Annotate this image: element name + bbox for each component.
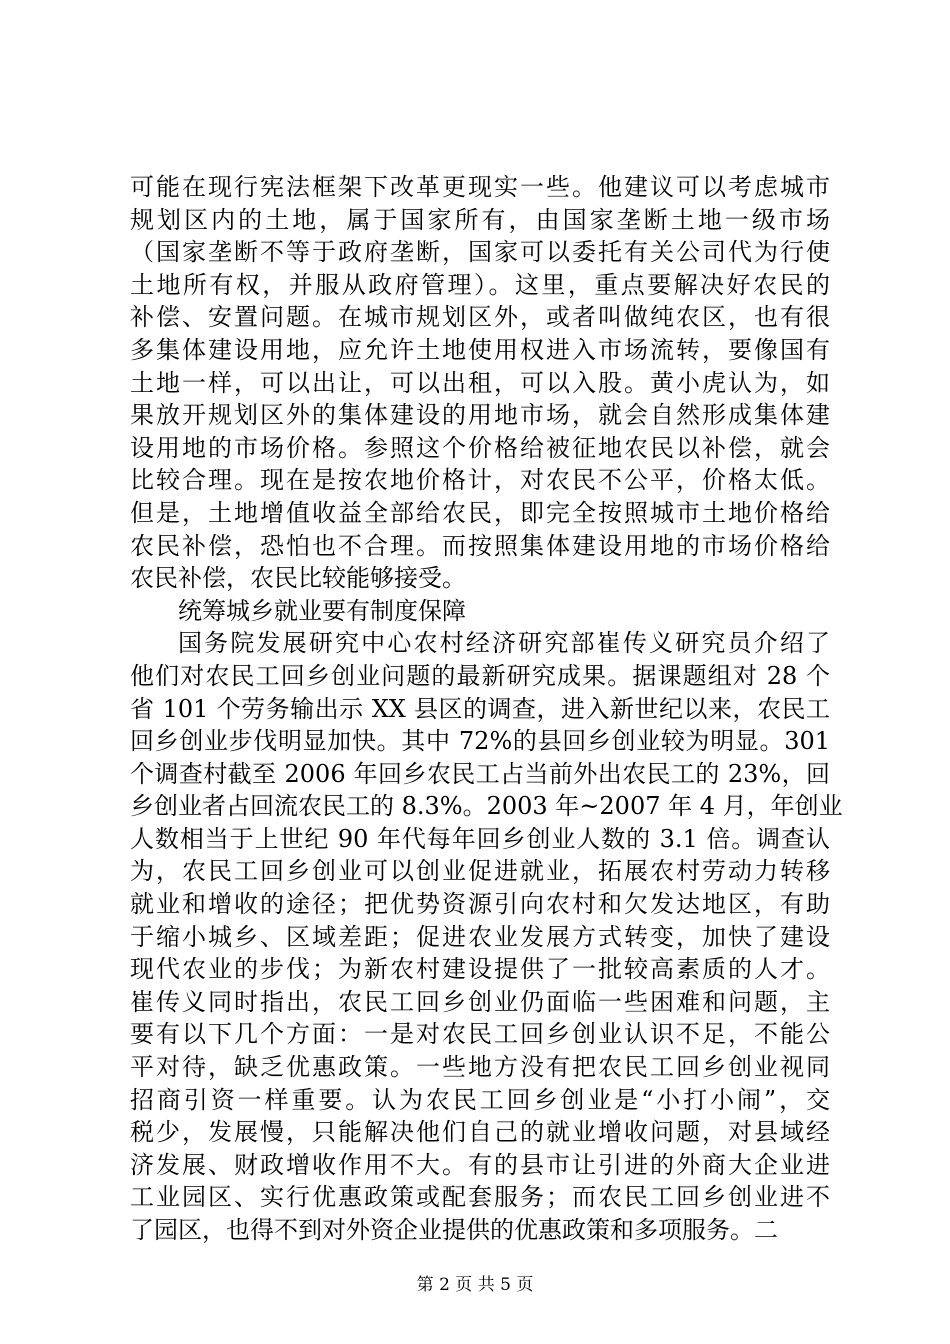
text-line: 但是，土地增值收益全部给农民，即完全按照城市土地价格给: [130, 498, 830, 527]
text-line: 于缩小城乡、区域差距；促进农业发展方式转变，加快了建设: [130, 922, 830, 951]
text-line: 就业和增收的途径；把优势资源引向农村和欠发达地区，有助: [130, 890, 830, 919]
text-line: 土地一样，可以出让，可以出租，可以入股。黄小虎认为，如: [130, 368, 830, 397]
text-line: 回乡创业步伐明显加快。其中 72%的县回乡创业较为明显。301: [130, 727, 830, 756]
text-line: 国务院发展研究中心农村经济研究部崔传义研究员介绍了: [178, 629, 830, 658]
text-line: 规划区内的土地，属于国家所有，由国家垄断土地一级市场: [130, 205, 830, 234]
text-line: 现代农业的步伐；为新农村建设提供了一批较高素质的人才。: [130, 955, 830, 984]
text-line: 人数相当于上世纪 90 年代每年回乡创业人数的 3.1 倍。调查认: [130, 824, 830, 853]
text-line: 为，农民工回乡创业可以创业促进就业，拓展农村劳动力转移: [130, 857, 830, 886]
text-line: 农民补偿，恐怕也不合理。而按照集体建设用地的市场价格给: [130, 531, 830, 560]
text-line: 设用地的市场价格。参照这个价格给被征地农民以补偿，就会: [130, 433, 830, 462]
paragraph: [130, 171, 830, 595]
text-line: 可能在现行宪法框架下改革更现实一些。他建议可以考虑城市: [130, 173, 830, 201]
text-line: 税少，发展慢，只能解决他们自己的就业增收问题，对县域经: [130, 1118, 830, 1147]
page-footer: 第 2 页 共 5 页: [416, 1275, 534, 1295]
text-line: 个调查村截至 2006 年回乡农民工占当前外出农民工的 23%，回: [130, 759, 830, 788]
paragraph: [130, 627, 843, 1246]
text-line: 崔传义同时指出，农民工回乡创业仍面临一些困难和问题，主: [130, 987, 830, 1016]
text-line: 工业园区、实行优惠政策或配套服务；而农民工回乡创业进不: [130, 1183, 830, 1212]
document-body: [130, 171, 843, 1247]
text-line: （国家垄断不等于政府垄断，国家可以委托有关公司代为行使: [130, 238, 830, 267]
text-line: 果放开规划区外的集体建设的用地市场，就会自然形成集体建: [130, 401, 830, 430]
text-line: 农民补偿，农民比较能够接受。: [130, 564, 466, 593]
text-line: 补偿、安置问题。在城市规划区外，或者叫做纯农区，也有很: [130, 303, 830, 332]
section-heading: [130, 595, 830, 628]
text-line: 了园区，也得不到对外资企业提供的优惠政策和多项服务。二: [130, 1216, 778, 1244]
text-line: 比较合理。现在是按农地价格计，对农民不公平，价格太低。: [130, 466, 830, 495]
text-line: 他们对农民工回乡创业问题的最新研究成果。据课题组对 28 个: [130, 661, 830, 690]
text-line: 统筹城乡就业要有制度保障: [178, 596, 466, 625]
text-line: 省 101 个劳务输出示 XX 县区的调查，进入新世纪以来，农民工: [130, 694, 830, 723]
text-line: 要有以下几个方面：一是对农民工回乡创业认识不足，不能公: [130, 1020, 830, 1049]
text-line: 土地所有权，并服从政府管理）。这里，重点要解决好农民的: [130, 270, 830, 299]
text-line: 招商引资一样重要。认为农民工回乡创业是“小打小闹”，交: [130, 1085, 830, 1114]
text-line: 乡创业者占回流农民工的 8.3%。2003 年~2007 年 4 月，年创业: [130, 792, 843, 821]
text-line: 平对待，缺乏优惠政策。一些地方没有把农民工回乡创业视同: [130, 1053, 830, 1082]
text-line: 多集体建设用地，应允许土地使用权进入市场流转，要像国有: [130, 335, 830, 364]
text-line: 济发展、财政增收作用不大。有的县市让引进的外商大企业进: [130, 1150, 830, 1179]
